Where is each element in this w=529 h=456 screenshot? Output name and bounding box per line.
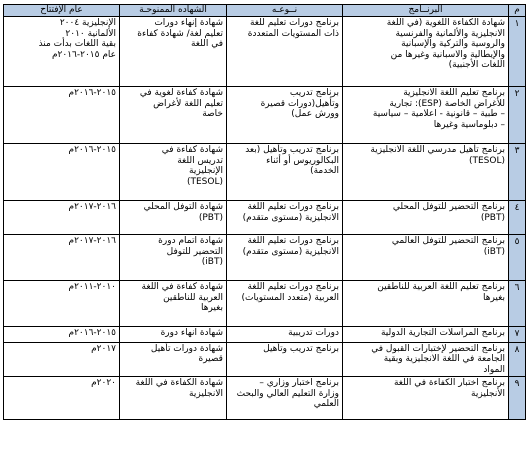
type-cell: [227, 377, 343, 420]
certificate-cell-line: العربية للناطقين: [163, 292, 223, 303]
program-cell-line: الانجليزية والألمانية والفرنسية: [395, 28, 505, 39]
program-cell-line: برنامج التحضير للتوفل العالمي: [391, 236, 505, 246]
type-cell-line: برنامج اختبار وزاري –: [259, 378, 339, 388]
type-cell: [227, 235, 343, 281]
header-row: [4, 5, 526, 17]
certificate-cell: [120, 235, 227, 281]
certificate-cell: [120, 377, 227, 420]
type-cell-line: برنامج تدريب وتأهيل (بعد: [245, 145, 339, 155]
program-cell-line: برنامج المراسلات التجارية الدولية: [380, 328, 505, 338]
program-cell: [343, 327, 509, 343]
header-certificate: الشهاده الممنوحـة: [120, 5, 227, 17]
program-cell: [343, 144, 509, 201]
opening-year-cell-line: عام ٢٠١٥-٢٠١٦م: [51, 49, 116, 60]
program-cell-line: برنامج تعليم اللغة الانجليزية: [403, 88, 505, 98]
type-cell-line: وورش عمل): [291, 109, 339, 119]
row-number: ٧: [509, 327, 526, 343]
certificate-cell-line: خاصة: [202, 109, 223, 119]
certificate-cell-line: شهادة كفاءة لغوية في: [139, 88, 223, 98]
opening-year-cell: [4, 281, 120, 327]
opening-year-cell-line: ٢٠١٥-٢٠١٦م: [68, 328, 116, 338]
table-row: [4, 342, 526, 377]
certificate-cell-line: تدريس اللغة: [177, 155, 223, 166]
program-cell-line: والإيطالية والاسبانية وغيرها من: [390, 49, 505, 60]
table-row: [4, 17, 526, 87]
row-number: ٤: [509, 201, 526, 235]
certificate-cell-line: الإنجليزية: [189, 166, 223, 176]
opening-year-cell-line: الإنجليزية ٢٠٠٤: [59, 18, 116, 28]
type-cell: [227, 144, 343, 201]
row-number: ٦: [509, 281, 526, 327]
header-opening-year: عام الإفتتاح: [4, 5, 120, 17]
certificate-cell-line: في اللغة: [190, 39, 223, 49]
certificate-cell-line: شهادة الكفاءة في اللغة: [135, 378, 223, 388]
row-number: ٨: [509, 342, 526, 377]
row-number: ٢: [509, 87, 526, 144]
certificate-cell-line: شهادة كفاءة في اللغة: [141, 282, 223, 292]
table-row: [4, 377, 526, 420]
certificate-cell-line: التحضير للتوفل: [166, 246, 223, 257]
programs-table-wrapper: [3, 4, 526, 420]
program-cell-line: للأغراض الخاصة (ESP): تجارية: [389, 98, 505, 109]
certificate-cell: [120, 144, 227, 201]
type-cell-line: وتأهيل(دورات قصيرة: [260, 98, 339, 109]
type-cell: [227, 342, 343, 377]
program-cell-line: برنامج تعليم اللغة العربية للناطقين: [377, 282, 505, 292]
type-cell: [227, 281, 343, 327]
certificate-cell: [120, 201, 227, 235]
programs-table: [3, 4, 526, 420]
certificate-cell: [120, 281, 227, 327]
opening-year-cell: [4, 342, 120, 377]
program-cell-line: – دبلوماسية وغيرها: [433, 119, 505, 130]
certificate-cell-line: (TESOL): [186, 176, 223, 187]
program-cell-line: – طبية – قانونية - اعلامية – سياسية: [372, 109, 505, 119]
type-cell-line: برنامج تدريب وتأهيل: [263, 343, 339, 354]
program-cell-line: برنامج التحضير للتوفل المحلي: [392, 202, 505, 212]
certificate-cell-line: قصيرة: [198, 354, 223, 364]
type-cell-line: العلمي: [313, 399, 339, 409]
program-cell-line: برنامج تأهيل مدرسي اللغة الانجليزية: [370, 145, 505, 155]
opening-year-cell: [4, 201, 120, 235]
certificate-cell-line: شهادة كفاءة في: [161, 145, 223, 155]
row-number: ٥: [509, 235, 526, 281]
type-cell-line: العربية (متعدد المستويات): [241, 292, 339, 303]
certificate-cell-line: (PBT): [198, 212, 223, 223]
opening-year-cell-line: ٢٠١٦-٢٠١٧م: [68, 236, 116, 246]
table-row: [4, 235, 526, 281]
certificate-cell-line: شهادة انهاء دورة: [160, 328, 223, 338]
table-row: [4, 281, 526, 327]
opening-year-cell-line: ٢٠١٥-٢٠١٦م: [68, 88, 116, 98]
type-cell-line: البكالوريوس أو أثناء: [266, 155, 339, 166]
row-number: ٩: [509, 377, 526, 420]
type-cell-line: برنامج دورات تعليم اللغة: [247, 236, 339, 246]
program-cell-line: (iBT): [483, 246, 505, 257]
program-cell: [343, 235, 509, 281]
opening-year-cell: [4, 144, 120, 201]
type-cell-line: دورات تدريبية: [288, 328, 339, 338]
opening-year-cell: [4, 235, 120, 281]
program-cell-line: برنامج التحضير لإختبارات القبول في: [371, 343, 505, 354]
certificate-cell: [120, 327, 227, 343]
table-body: [4, 17, 526, 420]
type-cell-line: برنامج دورات تعليم اللغة: [247, 202, 339, 212]
program-cell-line: والروسية والتركية والإسبانية: [401, 39, 505, 49]
certificate-cell-line: شهادة التوفل المحلي: [143, 202, 223, 212]
opening-year-cell-line: بقية اللغات بدأت منذ: [38, 39, 116, 49]
table-row: [4, 201, 526, 235]
opening-year-cell-line: ٢٠١٥-٢٠١٦م: [68, 145, 116, 155]
type-cell-line: الانجليزية (مستوى متقدم): [242, 246, 339, 257]
program-cell: [343, 201, 509, 235]
program-cell-line: برنامج اختبار الكفاءة في اللغة: [393, 378, 505, 388]
program-cell-line: اللغات الأجنبية): [448, 60, 505, 70]
program-cell-line: (TESOL): [468, 155, 505, 166]
row-number: ١: [509, 17, 526, 87]
opening-year-cell-line: ٢٠١٠-٢٠١١م: [68, 282, 116, 292]
certificate-cell: [120, 17, 227, 87]
opening-year-cell: [4, 87, 120, 144]
type-cell-line: برنامج تدريب: [289, 88, 339, 98]
program-cell-line: الجامعة في اللغة الانجليزية وبقية: [383, 354, 505, 364]
opening-year-cell: [4, 17, 120, 87]
certificate-cell: [120, 87, 227, 144]
program-cell-line: شهادة الكفاءة اللغوية (في اللغة: [386, 18, 505, 28]
program-cell: [343, 17, 509, 87]
program-cell: [343, 342, 509, 377]
opening-year-cell-line: الألمانية ٢٠١٠: [65, 28, 116, 39]
type-cell-line: ذات المستويات المتعددة: [247, 28, 339, 39]
type-cell-line: الخدمة): [310, 166, 339, 176]
certificate-cell-line: (iBT): [201, 257, 223, 267]
certificate-cell-line: شهادة إنهاء دورات: [154, 18, 223, 28]
certificate-cell: [120, 342, 227, 377]
type-cell: [227, 201, 343, 235]
program-cell: [343, 281, 509, 327]
opening-year-cell-line: ٢٠١٧م: [91, 343, 116, 354]
opening-year-cell-line: ٢٠٢٠م: [91, 378, 116, 388]
header-program: البرنــامج: [343, 5, 509, 17]
table-row: [4, 327, 526, 343]
program-cell-line: المواد: [483, 364, 505, 375]
opening-year-cell: [4, 327, 120, 343]
certificate-cell-line: تعليم لغة/ شهادة كفاءة: [137, 28, 223, 39]
program-cell-line: الأنجليزية: [471, 388, 505, 399]
certificate-cell-line: الانجليزية: [189, 388, 223, 399]
type-cell-line: وزارة التعليم العالي والبحث: [236, 388, 339, 399]
certificate-cell-line: شهادة دورات تأهيل: [150, 343, 223, 354]
row-number: ٣: [509, 144, 526, 201]
certificate-cell-line: تعليم اللغة لأغراض: [153, 98, 223, 109]
header-type: نــوعـه: [227, 5, 343, 17]
opening-year-cell-line: ٢٠١٦-٢٠١٧م: [68, 202, 116, 212]
certificate-cell-line: بغيرها: [200, 303, 223, 313]
opening-year-cell: [4, 377, 120, 420]
program-cell: [343, 87, 509, 144]
type-cell: [227, 87, 343, 144]
header-number: م: [509, 5, 526, 17]
type-cell-line: الانجليزية (مستوى متقدم): [242, 212, 339, 223]
program-cell-line: بغيرها: [482, 292, 505, 303]
table-row: [4, 144, 526, 201]
type-cell: [227, 17, 343, 87]
type-cell-line: برنامج دورات تعليم اللغة: [247, 282, 339, 292]
program-cell-line: (PBT): [480, 212, 505, 223]
certificate-cell-line: شهادة اتمام دورة: [158, 236, 223, 246]
type-cell: [227, 327, 343, 343]
type-cell-line: برنامج دورات تعليم للغة: [249, 18, 339, 28]
table-row: [4, 87, 526, 144]
program-cell: [343, 377, 509, 420]
